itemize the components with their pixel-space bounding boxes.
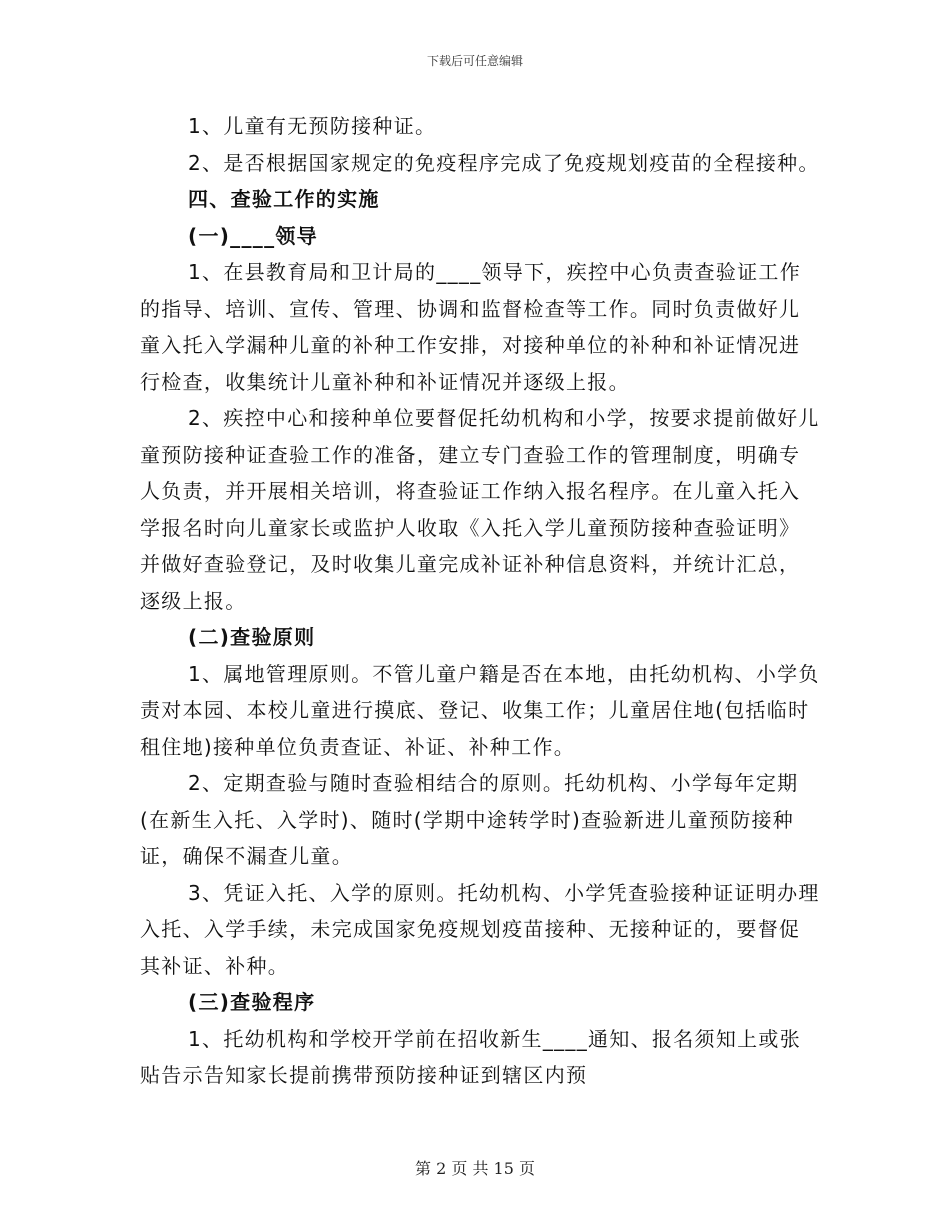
paragraph-7: 3、凭证入托、入学的原则。托幼机构、小学凭查验接种证证明办理入托、入学手续，未完成国家免疫规划疫苗接种、无接种证的，要督促其补证、补种。 xyxy=(140,880,820,978)
paragraph-8: 1、托幼机构和学校开学前在招收新生____通知、报名须知上或张贴告示告知家长提前携带预防接种证到辖区内预 xyxy=(140,1026,802,1087)
paragraph-1: 1、儿童有无预防接种证。 xyxy=(188,114,437,138)
paragraph-6: 2、定期查验与随时查验相结合的原则。托幼机构、小学每年定期(在新生入托、入学时)、随时(学期中途转学时)查验新进儿童预防接种证，确保不漏查儿童。 xyxy=(140,771,799,868)
section-heading-4: 四、查验工作的实施 xyxy=(188,187,380,211)
page-header: 下载后可任意编辑 xyxy=(426,54,523,68)
subsection-heading-leadership: (一)____领导 xyxy=(188,223,318,248)
paragraph-4: 2、疾控中心和接种单位要督促托幼机构和小学，按要求提前做好儿童预防接种证查验工作的准备，建立专门查验工作的管理制度，明确专人负责，并开展相关培训，将查验证工作纳入报名程序。在儿童入托入学报名时向儿童家长或监护人收取《入托入学儿童预防接种查验证明》并做好查验登记，及时收集儿童完成补证补种信息资料，并统计汇总，逐级上报。 xyxy=(140,406,820,613)
paragraph-3: 1、在县教育局和卫计局的____领导下，疾控中心负责查验证工作的指导、培训、宣传、管理、协调和监督检查等工作。同时负责做好儿童入托入学漏种儿童的补种工作安排，对接种单位的补种和补证情况进行检查，收集统计儿童补种和补证情况并逐级上报。 xyxy=(140,260,802,394)
paragraph-2: 2、是否根据国家规定的免疫程序完成了免疫规划疫苗的全程接种。 xyxy=(188,150,820,175)
subsection-heading-procedure: (三)查验程序 xyxy=(188,990,316,1014)
document-body xyxy=(140,108,820,1094)
subsection-heading-principles: (二)查验原则 xyxy=(188,625,316,649)
page-footer: 第 2 页 共 15 页 xyxy=(415,1159,535,1178)
paragraph-5: 1、属地管理原则。不管儿童户籍是否在本地，由托幼机构、小学负责对本园、本校儿童进行摸底、登记、收集工作；儿童居住地(包括临时租住地)接种单位负责查证、补证、补种工作。 xyxy=(140,661,820,759)
